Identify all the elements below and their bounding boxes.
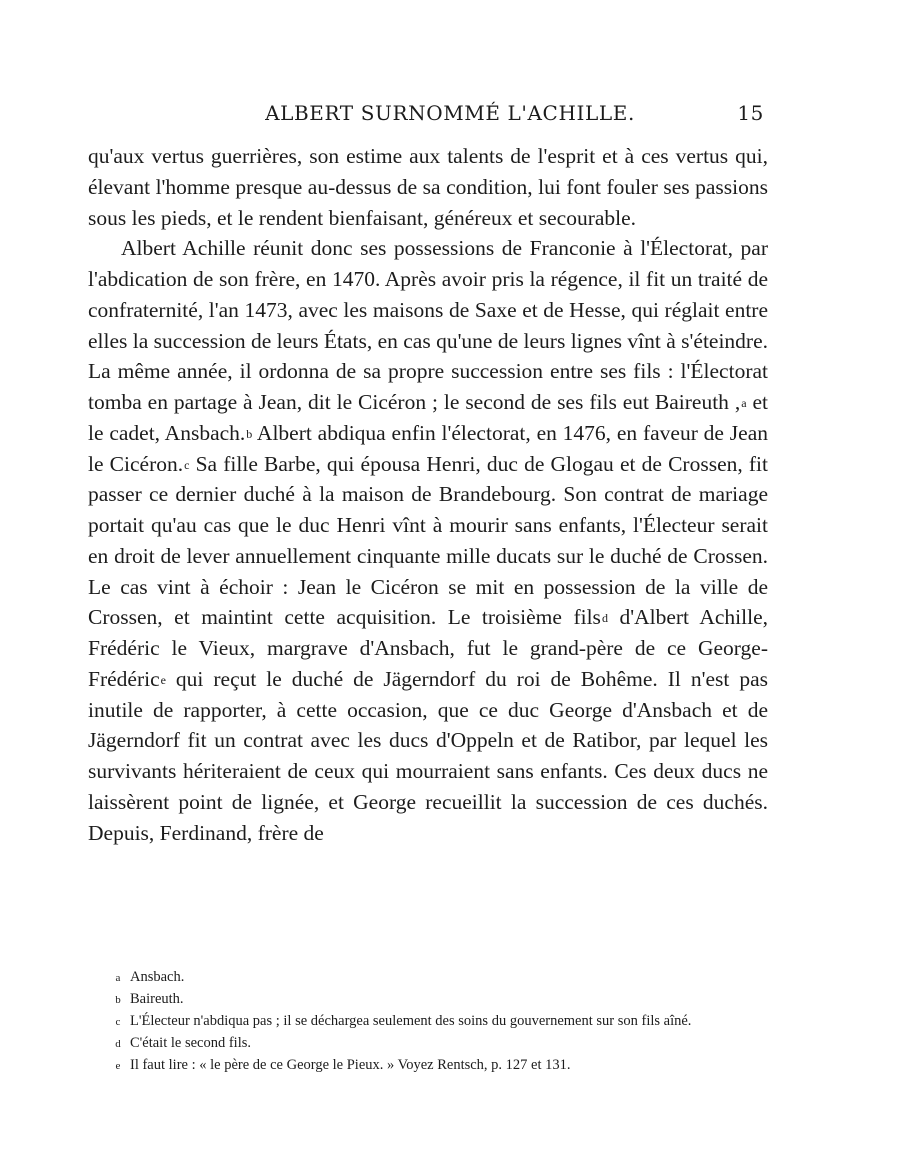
- body-text: [88, 141, 768, 848]
- paragraph-2-text: Albert Achille réunit donc ses possessions de Franconie à l'Électorat, par l'abdication de son frère, en 1470. Après avoir pris la régence, il fit un traité de confraternité, l'an 1473, avec les maisons de Saxe et de Hesse, qui réglait entre elles la succession de leurs États, en cas qu'une de leurs lignes vînt à s'éteindre. La même année, il ordonna de sa propre succession entre ses fils : l'Électorat tomba en partage à Jean, dit le Cicéron ; le second de ses fils eut Baireuth ,: [88, 236, 769, 414]
- paragraph-2: [88, 233, 768, 848]
- footnote-ref-d: d: [601, 611, 608, 626]
- footnote: [88, 1054, 768, 1076]
- paragraph-2-text: et le cadet, Ansbach.: [88, 390, 768, 445]
- paragraph-2-text: d'Albert Achille, Frédéric le Vieux, margrave d'Ansbach, fut le grand-père de ce George-Frédéric: [88, 605, 768, 691]
- footnote-ref-e: e: [160, 672, 166, 687]
- footnote: [88, 966, 768, 988]
- page-number: 15: [737, 101, 764, 125]
- footnote: [88, 1032, 768, 1054]
- footnote-text: Baireuth.: [130, 991, 184, 1007]
- paragraph-2-text: qui reçut le duché de Jägerndorf du roi de Bohême. Il n'est pas inutile de rapporter, à cette occasion, que ce duc George d'Ansbach et de Jägerndorf fit un contrat avec les ducs d'Oppeln et de Ratibor, par lequel les survivants hériteraient de ceux qui mourraient sans enfants. Ces deux ducs ne laissèrent point de lignée, et George recueillit la succession de ces duchés. Depuis, Ferdinand, frère de: [88, 666, 768, 845]
- footnote-text: C'était le second fils.: [130, 1035, 251, 1051]
- paragraph-1: qu'aux vertus guerrières, son estime aux talents de l'esprit et à ces vertus qui, élevant l'homme presque au-dessus de sa condition, lui font fouler ses passions sous les pieds, et le rendent bienfaisant, généreux et secourable.: [88, 144, 768, 230]
- paragraph-2-text: Albert abdiqua enfin l'électorat, en 1476, en faveur de Jean le Cicéron.: [88, 420, 768, 476]
- footnote-mark: c: [115, 1016, 121, 1028]
- footnote-text: Il faut lire : « le père de ce George le Pieux. » Voyez Rentsch, p. 127 et 131.: [130, 1057, 571, 1073]
- footnote-ref-c: c: [184, 457, 190, 472]
- footnote-mark: d: [115, 1038, 121, 1050]
- footnote-mark: a: [115, 972, 121, 984]
- footnote: [88, 988, 768, 1010]
- footnote-text: Ansbach.: [130, 969, 185, 985]
- footnote-ref-a: a: [741, 396, 747, 410]
- footnote-text: L'Électeur n'abdiqua pas ; il se déchargea seulement des soins du gouvernement sur son fils aîné.: [130, 1013, 692, 1029]
- footnote-mark: e: [115, 1060, 121, 1072]
- running-title: ALBERT SURNOMMÉ L'ACHILLE.: [265, 101, 635, 125]
- footnote: [88, 1010, 768, 1032]
- footnote-mark: b: [115, 994, 121, 1006]
- running-header: [0, 101, 900, 133]
- footnote-ref-b: b: [246, 426, 253, 441]
- footnotes: [88, 966, 768, 1076]
- paragraph-2-text: Sa fille Barbe, qui épousa Henri, duc de Glogau et de Crossen, fit passer ce dernier duché à la maison de Brandebourg. Son contrat de mariage portait qu'au cas que le duc Henri vînt à mourir sans enfants, l'Électeur serait en droit de lever annuellement cinquante mille ducats sur le duché de Crossen. Le cas vint à échoir : Jean le Cicéron se mit en possession de la ville de Crossen, et maintint cette acquisition. Le troisième fils: [88, 451, 768, 630]
